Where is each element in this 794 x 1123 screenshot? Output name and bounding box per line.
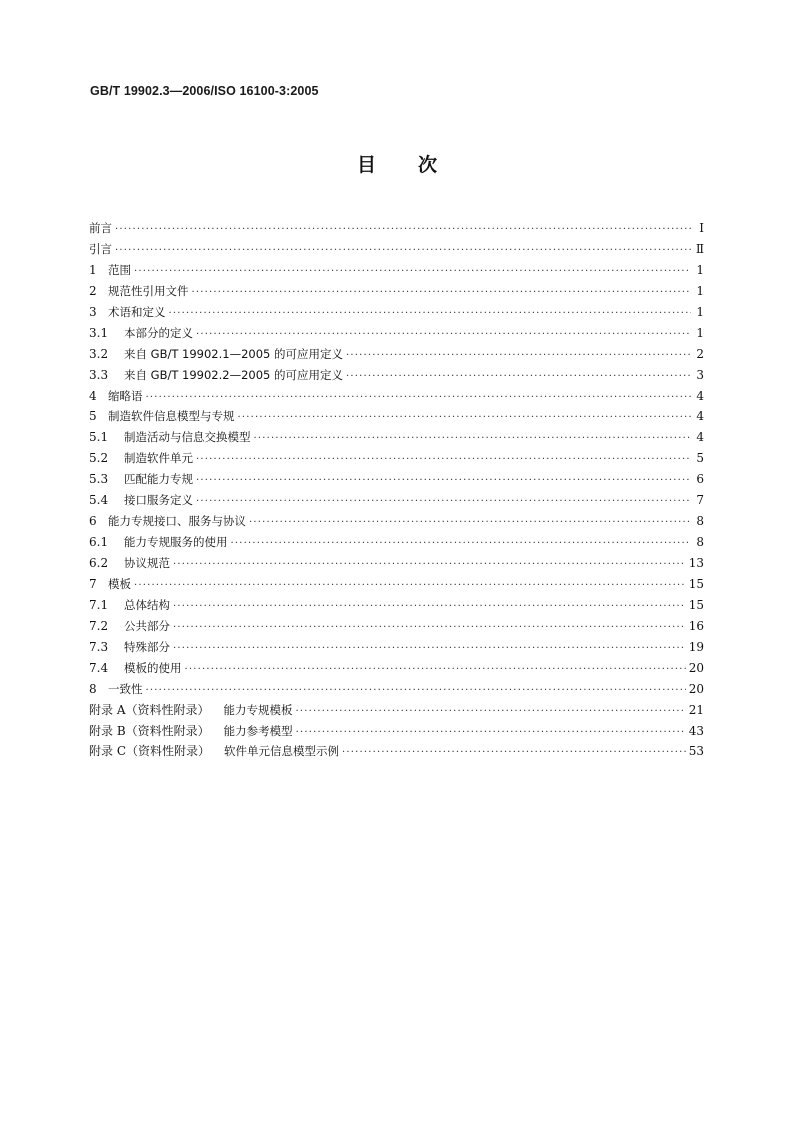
toc-entry-number: 8 xyxy=(89,681,97,696)
toc-entry-page: 43 xyxy=(688,723,704,738)
toc-entry-number: 5.2 xyxy=(89,451,109,466)
toc-dot-leader xyxy=(134,262,691,283)
toc-dot-leader xyxy=(295,702,685,723)
toc-entry-page: 53 xyxy=(688,744,704,759)
toc-entry-title: 来自 GB/T 19902.1—2005 的可应用定义 xyxy=(124,346,343,361)
toc-dot-leader xyxy=(196,325,691,346)
toc-dot-leader xyxy=(254,429,692,450)
toc-entry-number: 7.2 xyxy=(89,618,109,633)
toc-entry[interactable] xyxy=(89,637,704,658)
toc-entry-title: 制造软件信息模型与专规 xyxy=(108,409,235,424)
toc-dot-leader xyxy=(196,450,691,471)
title-part-2: 次 xyxy=(418,154,438,176)
toc-entry-page: 7 xyxy=(696,493,704,508)
toc-entry-page: 6 xyxy=(696,472,704,487)
toc-dot-leader xyxy=(146,681,686,702)
toc-entry-title: 来自 GB/T 19902.2—2005 的可应用定义 xyxy=(124,367,343,382)
toc-entry-page: 8 xyxy=(696,535,704,550)
toc-entry[interactable] xyxy=(89,658,704,679)
toc-entry-number: 7 xyxy=(89,576,97,591)
toc-entry-title: 特殊部分 xyxy=(124,639,170,654)
toc-entry-number: 附录 A（资料性附录） xyxy=(89,702,210,717)
title-part-1: 目 xyxy=(356,154,376,176)
toc-dot-leader xyxy=(231,534,692,555)
toc-entry-number: 7.1 xyxy=(89,597,109,612)
toc-entry-number: 2 xyxy=(89,283,97,298)
toc-entry[interactable] xyxy=(89,574,704,595)
toc-entry[interactable] xyxy=(89,365,704,386)
toc-entry-title: 协议规范 xyxy=(124,556,170,570)
toc-entry-title: 能力专规模板 xyxy=(223,702,293,717)
toc-entry-title: 范围 xyxy=(108,262,131,277)
toc-entry-number: 3.1 xyxy=(89,325,109,340)
toc-dot-leader xyxy=(296,723,686,744)
toc-entry-title: 制造活动与信息交换模型 xyxy=(124,430,251,445)
toc-entry-title: 模板的使用 xyxy=(124,660,182,675)
toc-entry-page: 15 xyxy=(688,576,704,591)
toc-entry[interactable] xyxy=(89,239,704,260)
toc-dot-leader xyxy=(173,639,686,660)
toc-entry[interactable] xyxy=(89,532,704,553)
toc-entry[interactable] xyxy=(89,616,704,637)
toc-entry-title: 缩略语 xyxy=(108,388,143,403)
toc-entry-page: 1 xyxy=(696,262,704,277)
toc-dot-leader xyxy=(173,618,686,639)
toc-dot-leader xyxy=(169,304,692,325)
toc-entry[interactable] xyxy=(89,553,704,574)
toc-entry-number: 7.3 xyxy=(89,639,109,654)
toc-entry-page: 21 xyxy=(688,702,704,717)
toc-entry-number: 3 xyxy=(89,304,97,319)
toc-entry-title: 规范性引用文件 xyxy=(108,283,189,298)
toc-dot-leader xyxy=(134,576,686,597)
toc-dot-leader xyxy=(238,408,692,429)
toc-entry-page: 1 xyxy=(696,283,704,298)
toc-entry-page: 20 xyxy=(688,660,704,675)
toc-entry-page: Ⅱ xyxy=(695,241,704,256)
toc-entry-title: 引言 xyxy=(89,241,112,256)
toc-entry-number: 6.2 xyxy=(89,556,109,570)
toc-entry-title: 术语和定义 xyxy=(108,304,166,319)
toc-entry-title: 模板 xyxy=(108,576,131,591)
toc-entry[interactable] xyxy=(89,595,704,616)
toc-entry-number: 3.2 xyxy=(89,346,109,361)
toc-entry-page: 4 xyxy=(696,388,704,403)
toc-entry-page: 4 xyxy=(696,430,704,445)
toc-entry-page: 13 xyxy=(688,556,704,570)
toc-dot-leader xyxy=(192,283,692,304)
toc-entry[interactable] xyxy=(89,302,704,323)
toc-dot-leader xyxy=(196,492,691,513)
toc-entry[interactable] xyxy=(89,679,704,700)
toc-dot-leader xyxy=(115,220,691,241)
toc-entry-page: Ⅰ xyxy=(699,221,704,235)
toc-entry-number: 4 xyxy=(89,388,97,403)
toc-dot-leader xyxy=(342,743,686,764)
toc-entry-number: 5 xyxy=(89,409,97,424)
toc-entry-title: 一致性 xyxy=(108,681,143,696)
toc-entry-page: 4 xyxy=(696,409,704,424)
toc-dot-leader xyxy=(146,388,692,409)
toc-entry[interactable] xyxy=(89,386,704,407)
toc-entry[interactable] xyxy=(89,218,704,239)
toc-entry[interactable] xyxy=(89,741,704,762)
toc-entry-page: 16 xyxy=(688,618,704,633)
toc-entry-title: 前言 xyxy=(89,221,112,235)
toc-dot-leader xyxy=(196,471,691,492)
standard-number: GB/T 19902.3—2006/ISO 16100-3:2005 xyxy=(90,84,319,98)
toc-entry[interactable] xyxy=(89,323,704,344)
toc-dot-leader xyxy=(173,597,686,618)
toc-entry-title: 软件单元信息模型示例 xyxy=(224,744,339,759)
toc-dot-leader xyxy=(115,241,691,262)
toc-entry-page: 1 xyxy=(696,304,704,319)
toc-entry-page: 8 xyxy=(696,514,704,529)
toc-dot-leader xyxy=(173,555,686,576)
toc-entry[interactable] xyxy=(89,490,704,511)
toc-dot-leader xyxy=(346,367,691,388)
toc-entry[interactable] xyxy=(89,448,704,469)
toc-entry-title: 能力专规服务的使用 xyxy=(124,535,228,550)
toc-entry-number: 附录 B（资料性附录） xyxy=(89,723,210,738)
toc-entry-number: 7.4 xyxy=(89,660,109,675)
toc-entry-number: 6 xyxy=(89,514,97,529)
toc-entry[interactable] xyxy=(89,344,704,365)
toc-entry-title: 能力专规接口、服务与协议 xyxy=(108,514,246,529)
toc-entry-number: 6.1 xyxy=(89,535,109,550)
toc-entry-page: 15 xyxy=(688,597,704,612)
toc-dot-leader xyxy=(185,660,686,681)
page-title xyxy=(0,150,794,177)
toc-entry-number: 附录 C（资料性附录） xyxy=(89,744,210,759)
toc-entry-number: 3.3 xyxy=(89,367,109,382)
toc-entry-page: 1 xyxy=(696,325,704,340)
toc-entry-title: 匹配能力专规 xyxy=(124,472,193,487)
toc-entry-title: 公共部分 xyxy=(124,618,170,633)
toc-entry-title: 能力参考模型 xyxy=(223,723,293,738)
toc-entry-title: 本部分的定义 xyxy=(124,325,193,340)
toc-entry-number: 5.1 xyxy=(89,430,109,445)
toc-entry-number: 5.4 xyxy=(89,493,109,508)
toc-dot-leader xyxy=(249,513,691,534)
toc-entry[interactable] xyxy=(89,281,704,302)
toc-entry-page: 5 xyxy=(696,451,704,466)
toc-entry-title: 接口服务定义 xyxy=(124,493,193,508)
toc-entry[interactable] xyxy=(89,427,704,448)
toc-entry-title: 制造软件单元 xyxy=(124,451,193,466)
toc-entry-title: 总体结构 xyxy=(124,597,170,612)
toc-entry[interactable] xyxy=(89,511,704,532)
toc-entry-page: 20 xyxy=(688,681,704,696)
toc-entry-page: 19 xyxy=(688,639,704,654)
toc-entry-number: 5.3 xyxy=(89,472,109,487)
toc-entry[interactable] xyxy=(89,406,704,427)
toc-entry-number: 1 xyxy=(89,262,97,277)
table-of-contents xyxy=(89,218,704,762)
toc-entry[interactable] xyxy=(89,700,704,721)
toc-dot-leader xyxy=(346,346,691,367)
toc-entry-page: 2 xyxy=(696,346,704,361)
toc-entry[interactable] xyxy=(89,469,704,490)
toc-entry[interactable] xyxy=(89,721,704,742)
toc-entry-page: 3 xyxy=(696,367,704,382)
toc-entry[interactable] xyxy=(89,260,704,281)
